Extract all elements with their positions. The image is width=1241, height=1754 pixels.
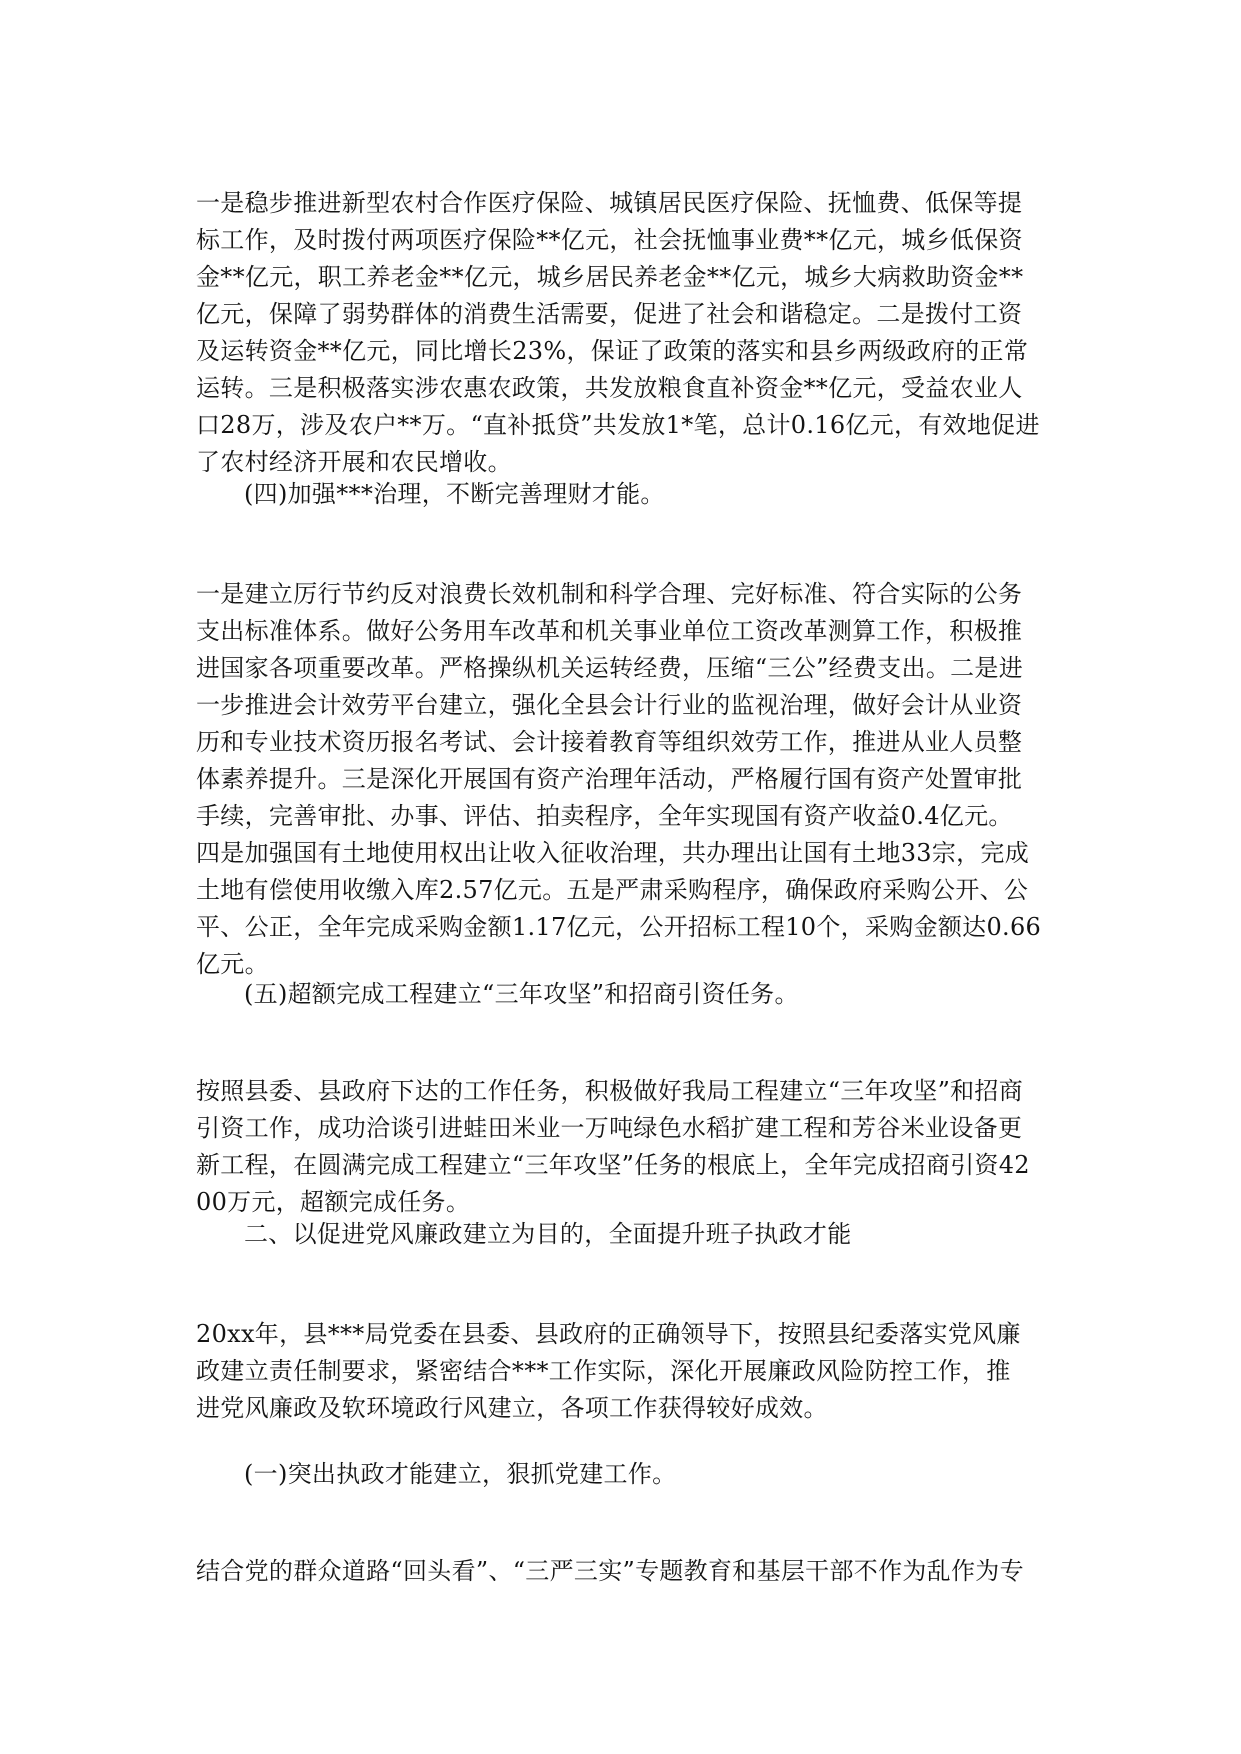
text-line: 一步推进会计效劳平台建立，强化全县会计行业的监视治理，做好会计从业资 — [196, 691, 1023, 719]
text-line: 手续，完善审批、办事、评估、拍卖程序，全年实现国有资产收益0.4亿元。 — [196, 802, 1013, 830]
text-line: 一是稳步推进新型农村合作医疗保险、城镇居民医疗保险、抚恤费、低保等提 — [196, 189, 1023, 217]
text-line: 00万元，超额完成任务。 — [196, 1188, 471, 1216]
text-line: 支出标准体系。做好公务用车改革和机关事业单位工资改革测算工作，积极推 — [196, 617, 1023, 645]
text-line: 一是建立厉行节约反对浪费长效机制和科学合理、完好标准、符合实际的公务 — [196, 580, 1023, 608]
section-heading-two: 二、以促进党风廉政建立为目的，全面提升班子执政才能 — [244, 1220, 852, 1248]
text-line: 了农村经济开展和农民增收。 — [196, 448, 512, 476]
text-line: 运转。三是积极落实涉农惠农政策，共发放粮食直补资金**亿元，受益农业人 — [196, 374, 1023, 402]
text-line: 新工程，在圆满完成工程建立“三年攻坚”任务的根底上，全年完成招商引资42 — [196, 1151, 1030, 1179]
text-line: 及运转资金**亿元，同比增长23%，保证了政策的落实和县乡两级政府的正常 — [196, 337, 1029, 365]
section-heading-1: (一)突出执政才能建立，狠抓党建工作。 — [244, 1460, 677, 1488]
text-line: 进国家各项重要改革。严格操纵机关运转经费，压缩“三公”经费支出。二是进 — [196, 654, 1024, 682]
text-line: 土地有偿使用收缴入库2.57亿元。五是严肃采购程序，确保政府采购公开、公 — [196, 876, 1029, 904]
text-line: 按照县委、县政府下达的工作任务，积极做好我局工程建立“三年攻坚”和招商 — [196, 1077, 1024, 1105]
section-heading-5: (五)超额完成工程建立“三年攻坚”和招商引资任务。 — [244, 980, 799, 1008]
text-line: 亿元，保障了弱势群体的消费生活需要，促进了社会和谐稳定。二是拨付工资 — [196, 300, 1023, 328]
text-line: 标工作，及时拨付两项医疗保险**亿元，社会抚恤事业费**亿元，城乡低保资 — [196, 226, 1023, 254]
text-line: 体素养提升。三是深化开展国有资产治理年活动，严格履行国有资产处置审批 — [196, 765, 1023, 793]
paragraph-finance-management — [196, 576, 1056, 983]
paragraph-investment — [196, 1073, 1056, 1221]
paragraph-education — [196, 1553, 1056, 1590]
text-line: 历和专业技术资历报名考试、会计接着教育等组织效劳工作，推进从业人员整 — [196, 728, 1023, 756]
paragraph-party-building — [196, 1316, 1056, 1427]
text-line: 引资工作，成功洽谈引进蛙田米业一万吨绿色水稻扩建工程和芳谷米业设备更 — [196, 1114, 1023, 1142]
section-heading-4: (四)加强***治理，不断完善理财才能。 — [244, 480, 665, 508]
text-line: 口28万，涉及农户**万。“直补抵贷”共发放1*笔，总计0.16亿元，有效地促进 — [196, 411, 1040, 439]
text-line: 平、公正，全年完成采购金额1.17亿元，公开招标工程10个，采购金额达0.66 — [196, 913, 1042, 941]
text-line: 亿元。 — [196, 950, 269, 978]
text-line: 政建立责任制要求，紧密结合***工作实际，深化开展廉政风险防控工作，推 — [196, 1357, 1011, 1385]
text-line: 四是加强国有土地使用权出让收入征收治理，共办理出让国有土地33宗，完成 — [196, 839, 1030, 867]
text-line: 进党风廉政及软环境政行风建立，各项工作获得较好成效。 — [196, 1394, 828, 1422]
paragraph-social-security — [196, 185, 1056, 481]
text-line: 结合党的群众道路“回头看”、“三严三实”专题教育和基层干部不作为乱作为专 — [196, 1557, 1024, 1585]
text-line: 金**亿元，职工养老金**亿元，城乡居民养老金**亿元，城乡大病救助资金** — [196, 263, 1024, 291]
text-line: 20xx年，县***局党委在县委、县政府的正确领导下，按照县纪委落实党风廉 — [196, 1320, 1021, 1348]
